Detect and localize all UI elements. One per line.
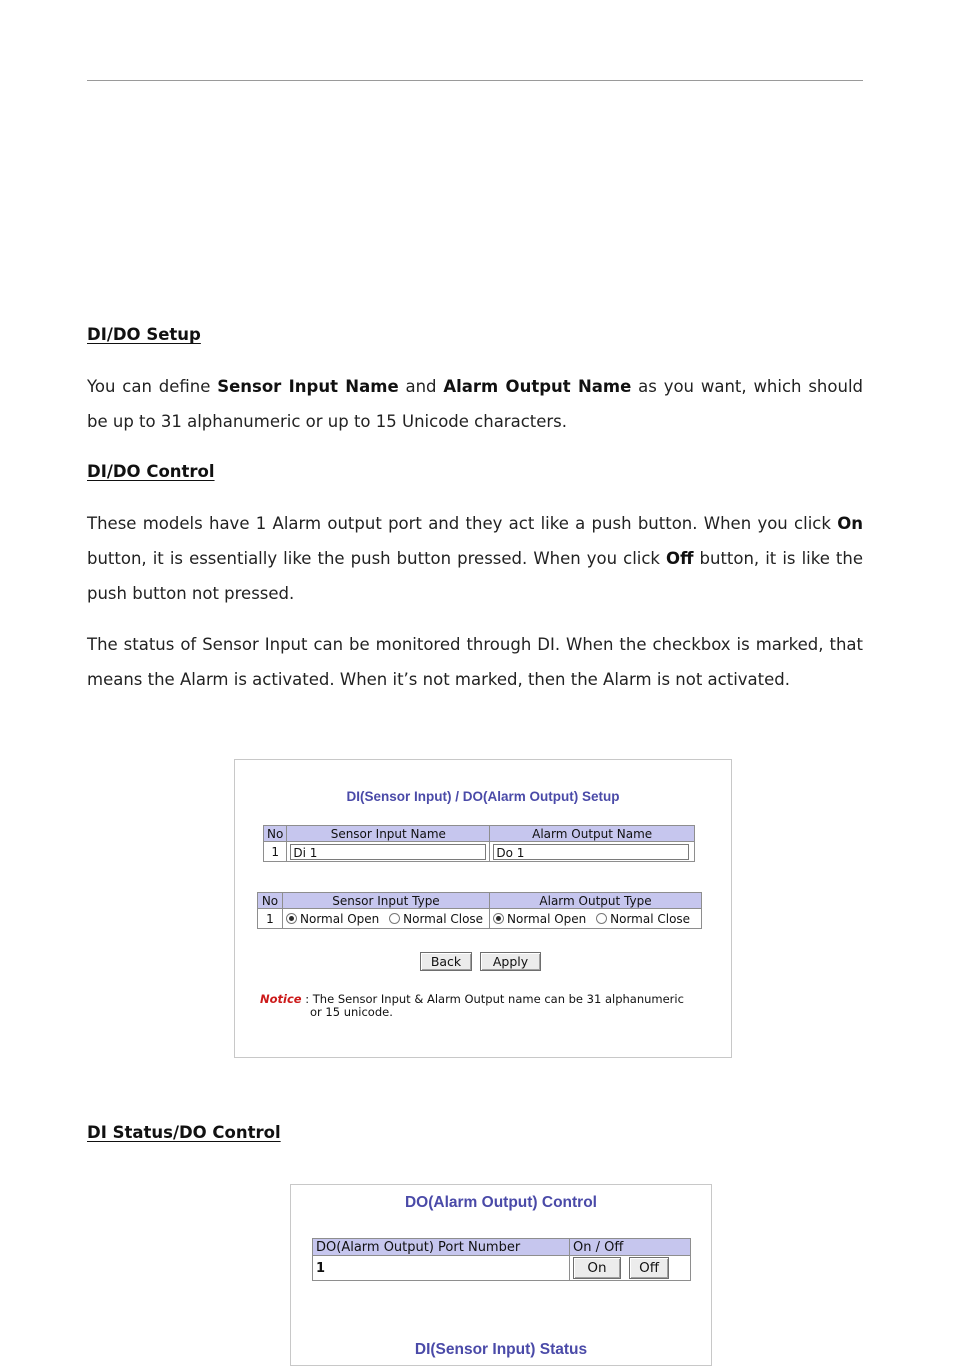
paragraph-control-2: The status of Sensor Input can be monitored through DI. When the checkbox is marked, that means the Alarm is activated. When it’s not marked, then the Alarm is not activated. — [87, 635, 863, 689]
sensor-type-cell — [283, 909, 490, 929]
col-alarm-output-name: Alarm Output Name — [490, 826, 695, 842]
alarm-normal-open-label: Normal Open — [507, 911, 587, 926]
sensor-normal-open-label: Normal Open — [300, 911, 380, 926]
col-alarm-output-type: Alarm Output Type — [490, 893, 702, 909]
di-status-title: DI(Sensor Input) Status — [414, 1341, 588, 1358]
paragraph-setup: You can define Sensor Input Name and Alarm Output Name as you want, which should be up to 31 alphanumeric or up to 15 Unicode characters. — [87, 377, 863, 431]
dido-setup-panel — [234, 759, 732, 1058]
heading-dido-control: DI/DO Control — [87, 462, 215, 481]
notice-line-2: or 15 unicode. — [310, 1005, 393, 1019]
heading-dido-setup: DI/DO Setup — [87, 325, 201, 344]
back-button[interactable]: Back — [420, 952, 472, 971]
off-button[interactable]: Off — [629, 1257, 669, 1279]
alarm-type-cell — [490, 909, 702, 929]
on-button[interactable]: On — [573, 1257, 621, 1279]
alarm-output-name-field[interactable]: Do 1 — [493, 844, 689, 860]
control-panel-title: DO(Alarm Output) Control — [404, 1194, 597, 1211]
col-sensor-input-type: Sensor Input Type — [283, 893, 490, 909]
row-no: 1 — [264, 842, 287, 862]
table-row — [313, 1256, 691, 1281]
do-control-panel — [290, 1184, 712, 1366]
table-row — [258, 909, 702, 929]
notice-label: Notice — [260, 992, 302, 1006]
port-number-cell: 1 — [313, 1256, 570, 1281]
table-row — [264, 842, 695, 862]
col-no: No — [264, 826, 287, 842]
col-port-number: DO(Alarm Output) Port Number — [313, 1239, 570, 1256]
col-sensor-input-name: Sensor Input Name — [287, 826, 490, 842]
sensor-normal-close-label: Normal Close — [403, 911, 484, 926]
heading-di-status-do-control: DI Status/DO Control — [87, 1123, 281, 1142]
alarm-normal-open-radio[interactable] — [493, 913, 504, 924]
sensor-normal-close-radio[interactable] — [389, 913, 400, 924]
col-no: No — [258, 893, 283, 909]
setup-panel-title: DI(Sensor Input) / DO(Alarm Output) Setup — [346, 789, 620, 804]
notice-line-1: The Sensor Input & Alarm Output name can be 31 alphanumeric — [312, 992, 684, 1006]
apply-button[interactable]: Apply — [480, 952, 541, 971]
alarm-normal-close-radio[interactable] — [596, 913, 607, 924]
sensor-name-cell — [287, 842, 490, 862]
paragraph-control-1: These models have 1 Alarm output port and they act like a push button. When you click On button, it is essentially like the push button pressed. When you click Off button, it is like the push button not pressed. — [87, 514, 863, 603]
col-on-off: On / Off — [570, 1239, 691, 1256]
sensor-input-name-field[interactable]: Di 1 — [290, 844, 486, 860]
types-table — [257, 892, 702, 929]
alarm-name-cell — [490, 842, 695, 862]
row-no: 1 — [258, 909, 283, 929]
names-table — [263, 825, 695, 862]
on-off-cell — [570, 1256, 691, 1281]
header-rule — [87, 80, 863, 81]
do-control-table — [312, 1238, 691, 1281]
sensor-normal-open-radio[interactable] — [286, 913, 297, 924]
notice: Notice : The Sensor Input & Alarm Output name can be 31 alphanumeric or 15 unicode. — [260, 992, 684, 1019]
alarm-normal-close-label: Normal Close — [610, 911, 691, 926]
